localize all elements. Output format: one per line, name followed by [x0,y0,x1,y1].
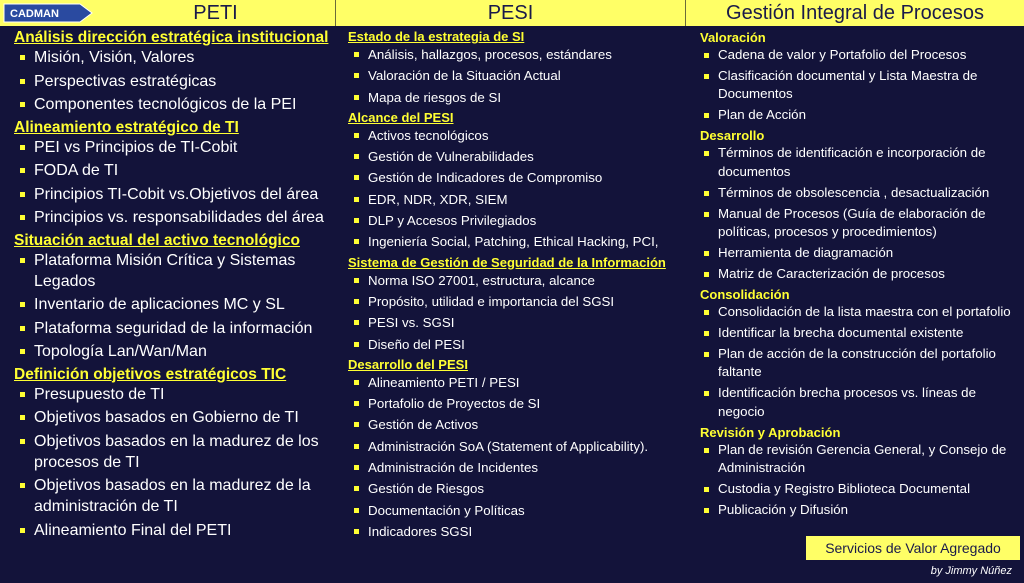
column-header-pesi: PESI [336,0,686,26]
gip-section-list [698,46,1022,125]
gip-section-list [698,441,1022,520]
list-item: PEI vs Principios de TI-Cobit [14,137,344,158]
peti-section-title: Alineamiento estratégico de TI [14,118,239,136]
list-item: Objetivos basados en Gobierno de TI [14,407,344,428]
list-item: Manual de Procesos (Guía de elaboración de políticas, procesos y procedimientos) [698,205,1022,242]
list-item: Topología Lan/Wan/Man [14,341,344,362]
peti-column [14,28,344,583]
list-item: Alineamiento Final del PETI [14,520,344,541]
column-header-peti: PETI [96,0,336,26]
gip-column [698,28,1022,583]
list-item: Componentes tecnológicos de la PEI [14,94,344,115]
gip-section-title: Revisión y Aprobación [700,424,841,440]
list-item: Administración SoA (Statement of Applicability). [348,437,688,456]
list-item: DLP y Accesos Privilegiados [348,211,688,230]
list-item: Diseño del PESI [348,335,688,354]
list-item: Mapa de riesgos de SI [348,88,688,107]
list-item: Inventario de aplicaciones MC y SL [14,294,344,315]
list-item: Ingeniería Social, Patching, Ethical Hacking, PCI, [348,232,688,251]
list-item: Principios vs. responsabilidades del área [14,207,344,228]
gip-section-title: Valoración [700,30,766,45]
list-item: Objetivos basados en la madurez de la administración de TI [14,475,344,517]
logo-text: CADMAN [10,8,59,20]
list-item: Términos de identificación e incorporación de documentos [698,144,1022,181]
author-credit: by Jimmy Núñez [930,565,1012,577]
list-item: Gestión de Vulnerabilidades [348,147,688,166]
list-item: Misión, Visión, Valores [14,47,344,68]
peti-section-list [14,47,344,115]
pesi-section-list [348,126,688,251]
header-bar [0,0,1024,26]
list-item: Plan de revisión Gerencia General, y Consejo de Administración [698,441,1022,478]
gip-section-title: Consolidación [700,286,790,302]
peti-section-list [14,384,344,541]
pesi-section-title: Estado de la estrategia de SI [348,29,525,44]
list-item: Administración de Incidentes [348,458,688,477]
pesi-section-list [348,373,688,541]
list-item: Valoración de la Situación Actual [348,66,688,85]
list-item: Gestión de Riesgos [348,479,688,498]
list-item: Matriz de Caracterización de procesos [698,265,1022,284]
list-item: Plan de Acción [698,106,1022,125]
list-item: Principios TI-Cobit vs.Objetivos del área [14,184,344,205]
list-item: Documentación y Políticas [348,501,688,520]
list-item: Identificar la brecha documental existente [698,324,1022,343]
list-item: Gestión de Indicadores de Compromiso [348,168,688,187]
list-item: Herramienta de diagramación [698,244,1022,263]
list-item: Perspectivas estratégicas [14,71,344,92]
list-item: Identificación brecha procesos vs. líneas de negocio [698,384,1022,421]
gip-section-list [698,303,1022,421]
cadman-logo [2,2,94,24]
pesi-column [348,28,688,583]
list-item: Custodia y Registro Biblioteca Documental [698,480,1022,499]
list-item: Activos tecnológicos [348,126,688,145]
list-item: Objetivos basados en la madurez de los procesos de TI [14,431,344,473]
list-item: Publicación y Difusión [698,501,1022,520]
peti-section-list [14,250,344,363]
value-added-badge: Servicios de Valor Agregado [806,536,1020,560]
peti-section-title: Análisis dirección estratégica institucional [14,29,329,46]
list-item: Plataforma seguridad de la información [14,318,344,339]
gip-section-title: Desarrollo [700,128,765,144]
column-header-gip: Gestión Integral de Procesos [726,2,984,24]
list-item: Propósito, utilidad e importancia del SGSI [348,292,688,311]
list-item: Norma ISO 27001, estructura, alcance [348,271,688,290]
peti-section-list [14,137,344,229]
list-item: Portafolio de Proyectos de SI [348,394,688,413]
pesi-section-title: Alcance del PESI [348,109,454,125]
list-item: Plan de acción de la construcción del portafolio faltante [698,345,1022,382]
list-item: Plataforma Misión Crítica y Sistemas Legados [14,250,344,292]
pesi-section-title: Desarrollo del PESI [348,356,468,372]
peti-section-title: Definición objetivos estratégicos TIC [14,365,287,383]
list-item: FODA de TI [14,160,344,181]
list-item: Clasificación documental y Lista Maestra de Documentos [698,67,1022,104]
list-item: Consolidación de la lista maestra con el portafolio [698,303,1022,322]
list-item: Análisis, hallazgos, procesos, estándares [348,45,688,64]
list-item: Alineamiento PETI / PESI [348,373,688,392]
pesi-section-title: Sistema de Gestión de Seguridad de la Información [348,254,666,270]
list-item: Términos de obsolescencia , desactualización [698,184,1022,203]
list-item: Indicadores SGSI [348,522,688,541]
gip-section-list [698,144,1022,283]
list-item: PESI vs. SGSI [348,313,688,332]
pesi-section-list [348,45,688,107]
pesi-section-list [348,271,688,354]
list-item: Gestión de Activos [348,415,688,434]
list-item: Presupuesto de TI [14,384,344,405]
list-item: Cadena de valor y Portafolio del Procesos [698,46,1022,65]
peti-section-title: Situación actual del activo tecnológico [14,231,300,249]
list-item: EDR, NDR, XDR, SIEM [348,190,688,209]
